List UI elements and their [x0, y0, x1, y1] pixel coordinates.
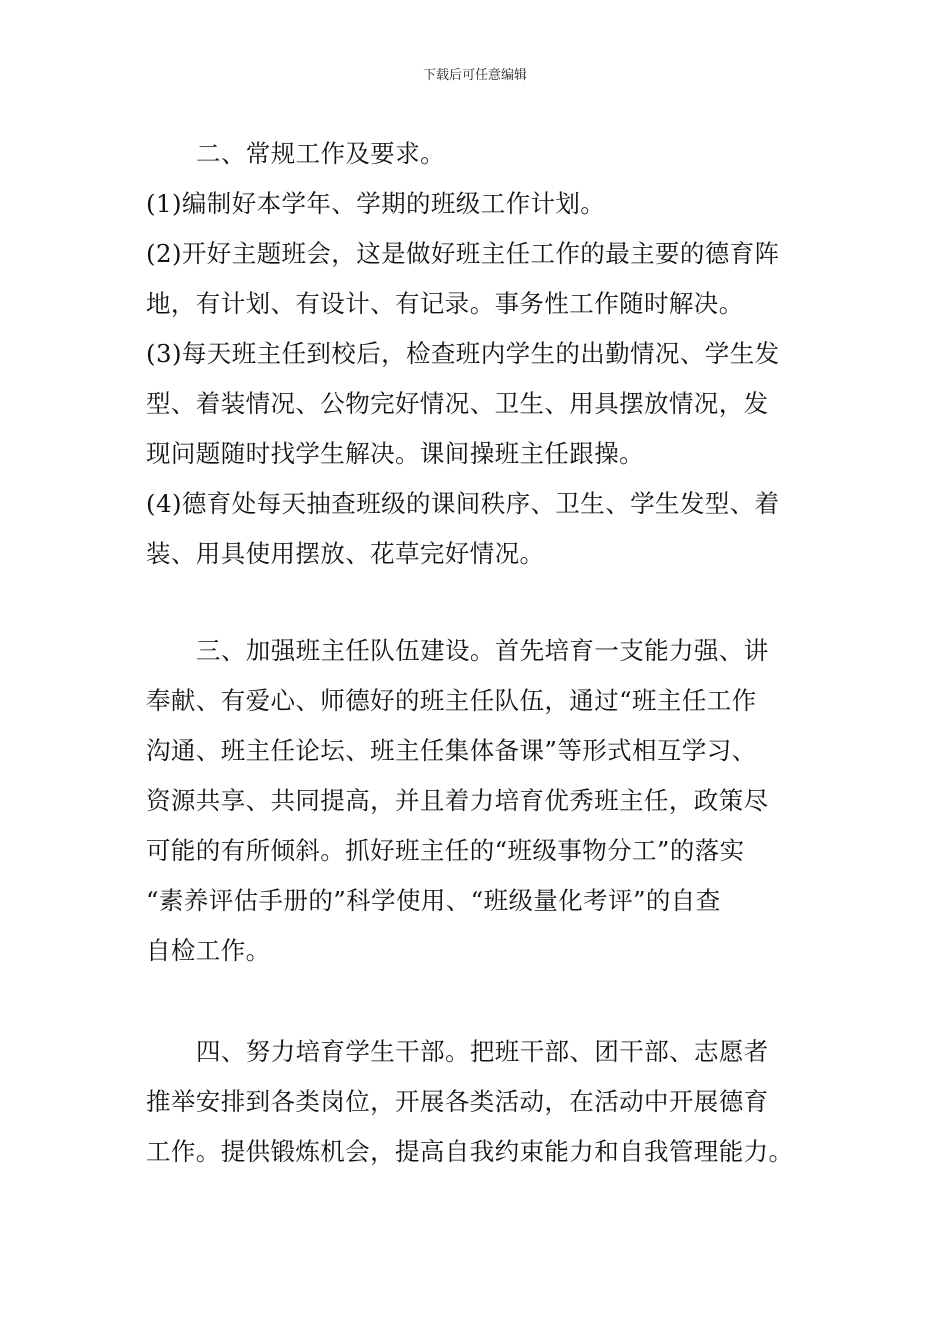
section-2-line: 地，有计划、有设计、有记录。事务性工作随时解决。: [146, 289, 744, 318]
section-3-line: 奉献、有爱心、师德好的班主任队伍，通过“班主任工作: [146, 686, 757, 715]
section-4-title: 四、努力培育学生干部。把班干部、团干部、志愿者: [196, 1037, 769, 1066]
section-2-line: (4)德育处每天抽查班级的课间秩序、卫生、学生发型、着: [146, 489, 780, 518]
section-2-line: 装、用具使用摆放、花草完好情况。: [146, 539, 545, 568]
section-2-line: (3)每天班主任到校后，检查班内学生的出勤情况、学生发: [146, 339, 780, 368]
page-header: 下载后可任意编辑: [422, 68, 527, 83]
section-2-title: 二、常规工作及要求。: [196, 139, 445, 168]
section-4-line: 推举安排到各类岗位，开展各类活动，在活动中开展德育: [146, 1087, 769, 1116]
section-3-line: “素养评估手册的”科学使用、“班级量化考评”的自查: [146, 886, 721, 915]
section-2-line: 型、着装情况、公物完好情况、卫生、用具摆放情况，发: [146, 389, 769, 418]
section-3-line: 自检工作。: [146, 936, 271, 965]
section-3-line: 资源共享、共同提高，并且着力培育优秀班主任，政策尽: [146, 786, 769, 815]
section-2-line: (2)开好主题班会，这是做好班主任工作的最主要的德育阵: [146, 239, 780, 268]
section-3-title: 三、加强班主任队伍建设。首先培育一支能力强、讲: [196, 636, 769, 665]
section-3-line: 沟通、班主任论坛、班主任集体备课”等形式相互学习、: [146, 736, 757, 765]
section-4-line: 工作。提供锻炼机会，提高自我约束能力和自我管理能力。: [146, 1137, 794, 1166]
section-3-line: 可能的有所倾斜。抓好班主任的“班级事物分工”的落实: [146, 836, 745, 865]
section-2-line: (1)编制好本学年、学期的班级工作计划。: [146, 189, 606, 218]
section-2-line: 现问题随时找学生解决。课间操班主任跟操。: [146, 439, 644, 468]
